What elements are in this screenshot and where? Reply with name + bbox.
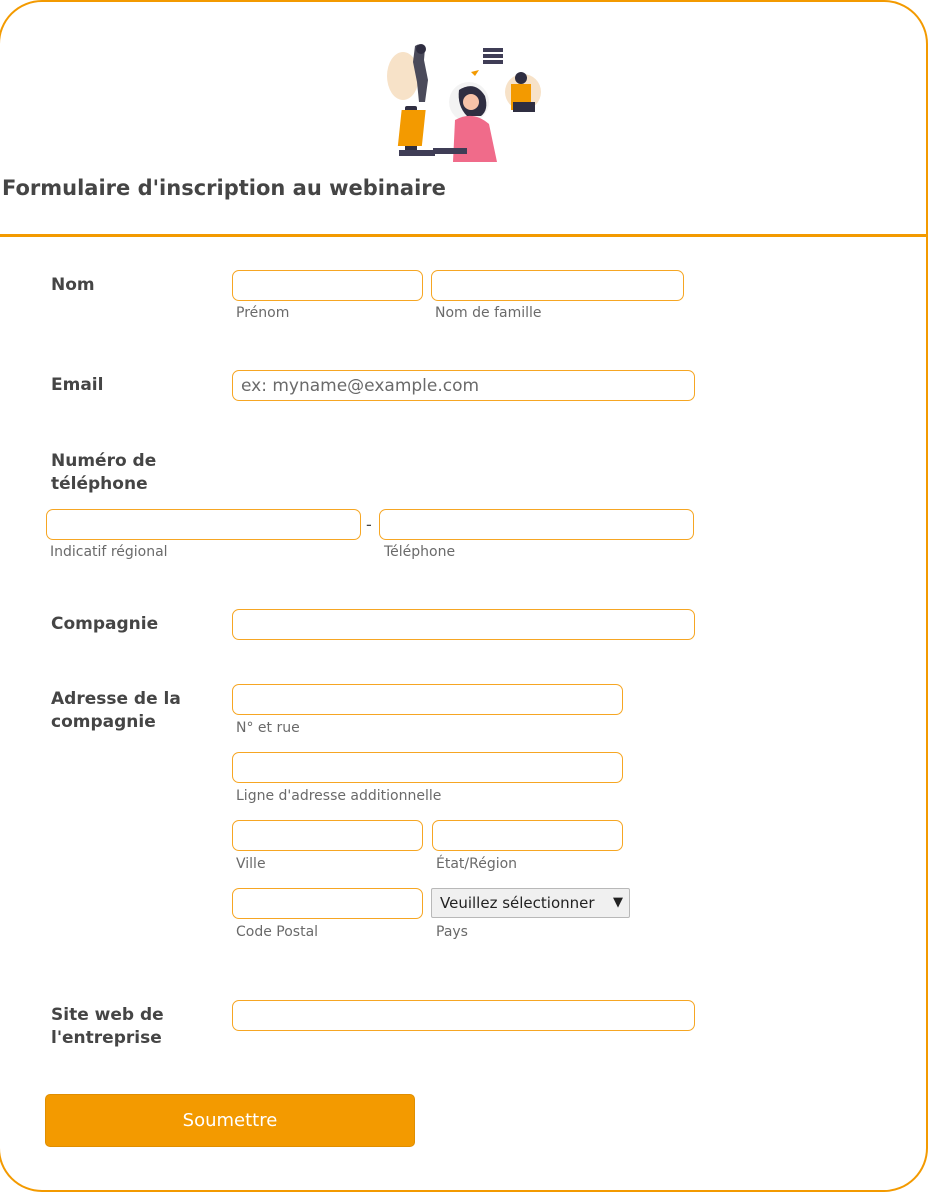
- submit-button[interactable]: Soumettre: [45, 1094, 415, 1147]
- chevron-down-icon: ▼: [613, 895, 623, 910]
- street-input[interactable]: [232, 684, 623, 715]
- phone-number-sublabel: Téléphone: [384, 544, 456, 560]
- phone-number-input[interactable]: [379, 509, 694, 540]
- website-input[interactable]: [232, 1000, 695, 1031]
- area-code-sublabel: Indicatif régional: [50, 544, 168, 560]
- address-line2-sublabel: Ligne d'adresse additionnelle: [236, 788, 442, 804]
- city-input[interactable]: [232, 820, 423, 851]
- postal-code-input[interactable]: [232, 888, 423, 919]
- email-label: Email: [51, 375, 104, 395]
- area-code-input[interactable]: [46, 509, 361, 540]
- country-selected-value: Veuillez sélectionner: [440, 894, 595, 912]
- form-title: Formulaire d'inscription au webinaire: [2, 176, 446, 200]
- website-label: [51, 1004, 164, 1050]
- country-sublabel: Pays: [436, 924, 468, 940]
- address-line2-input[interactable]: [232, 752, 623, 783]
- company-label: Compagnie: [51, 614, 159, 634]
- city-sublabel: Ville: [236, 856, 266, 872]
- first-name-input[interactable]: [232, 270, 423, 301]
- state-sublabel: État/Région: [436, 856, 518, 872]
- state-input[interactable]: [432, 820, 623, 851]
- address-label-line1: Adresse de la: [51, 689, 181, 709]
- phone-label-line2: téléphone: [51, 474, 148, 494]
- company-input[interactable]: [232, 609, 695, 640]
- phone-label-line1: Numéro de: [51, 451, 157, 471]
- first-name-sublabel: Prénom: [236, 305, 290, 321]
- postal-code-sublabel: Code Postal: [236, 924, 319, 940]
- street-sublabel: N° et rue: [236, 720, 300, 736]
- website-label-line2: l'entreprise: [51, 1028, 162, 1048]
- header-divider: [0, 234, 928, 237]
- address-label: [51, 688, 181, 734]
- last-name-sublabel: Nom de famille: [435, 305, 542, 321]
- country-select[interactable]: [431, 888, 630, 918]
- phone-separator: -: [366, 515, 372, 534]
- phone-label: [51, 450, 156, 496]
- last-name-input[interactable]: [431, 270, 684, 301]
- email-input[interactable]: [232, 370, 695, 401]
- webinar-illustration: [385, 40, 545, 164]
- address-label-line2: compagnie: [51, 712, 156, 732]
- name-label: Nom: [51, 275, 95, 295]
- website-label-line1: Site web de: [51, 1005, 164, 1025]
